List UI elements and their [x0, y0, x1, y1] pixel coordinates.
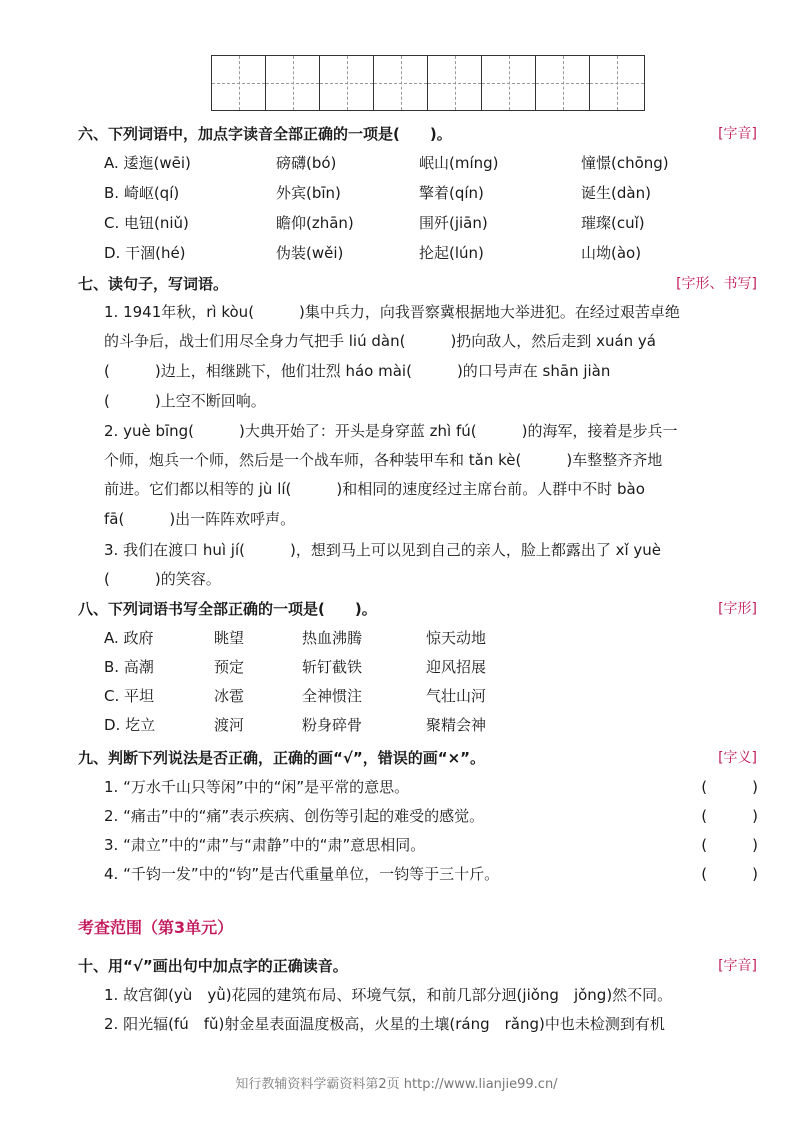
- section-7-title: 七、读句子，写词语。: [78, 275, 229, 293]
- grid-cell[interactable]: [212, 56, 266, 110]
- s7-text-line: ( )上空不断回响。: [104, 392, 266, 410]
- s6-option-word: 擎着(qín): [419, 184, 484, 202]
- s7-text-line: 1. 1941年秋，rì kòu( )集中兵力，向我晋察冀根据地大举进犯。在经过艰苦卓绝: [104, 303, 680, 321]
- s6-option-word: 憧憬(chōng): [581, 154, 669, 172]
- s9-statement: 4. “千钧一发”中的“钧”是古代重量单位，一钧等于三十斤。: [104, 865, 500, 883]
- s7-text-line: 的斗争后，战士们用尽全身力气把手 liú dàn( )扔向敌人，然后走到 xuán yá: [104, 332, 656, 350]
- s8-option-word: D. 圪立: [104, 716, 156, 734]
- s6-option-word: C. 电钮(niǔ): [104, 214, 189, 232]
- s8-option-word: 渡河: [214, 716, 245, 734]
- grid-cell[interactable]: [482, 56, 536, 110]
- s8-option-word: 热血沸腾: [302, 629, 363, 647]
- s6-option-word: B. 崎岖(qí): [104, 184, 180, 202]
- s6-option-word: D. 干涸(hé): [104, 244, 186, 262]
- s8-option-word: 预定: [214, 658, 245, 676]
- section-7-tag: [字形、书写]: [676, 276, 757, 292]
- s9-answer-blank[interactable]: ( ): [701, 836, 758, 854]
- s7-text-line: fā( )出一阵阵欢呼声。: [104, 510, 296, 528]
- s6-option-word: 围歼(jiān): [419, 214, 488, 232]
- s9-answer-blank[interactable]: ( ): [701, 865, 758, 883]
- s6-option-word: 璀璨(cuǐ): [581, 214, 645, 232]
- s6-option-word: 岷山(míng): [419, 154, 499, 172]
- s7-text-line: 前进。它们都以相等的 jù lí( )和相同的速度经过主席台前。人群中不时 bào: [104, 480, 645, 498]
- s8-option-word: 冰雹: [214, 687, 245, 705]
- s7-text-line: 个师，炮兵一个师，然后是一个战车师，各种装甲车和 tǎn kè( )车整整齐齐地: [104, 451, 663, 469]
- s10-text-line: 1. 故宫御(yù yǜ)花园的建筑布局、环境气氛，和前几部分迥(jiǒng jǒng)然不同。: [104, 986, 673, 1004]
- grid-cell[interactable]: [374, 56, 428, 110]
- s9-judge-item: [104, 776, 758, 797]
- s8-option-word: 全神惯注: [302, 687, 363, 705]
- s9-judge-item: [104, 834, 758, 855]
- s8-option-word: 迎风招展: [426, 658, 487, 676]
- s6-option-word: 外宾(bīn): [276, 184, 341, 202]
- s7-text-line: ( )边上，相继跳下，他们壮烈 háo mài( )的口号声在 shān jiàn: [104, 362, 611, 380]
- s9-statement: 2. “痛击”中的“痛”表示疾病、创伤等引起的难受的感觉。: [104, 807, 485, 825]
- s8-option-word: 斩钉截铁: [302, 658, 363, 676]
- s7-text-line: 3. 我们在渡口 huì jí( )，想到马上可以见到自己的亲人，脸上都露出了 xǐ yuè: [104, 541, 662, 559]
- s6-option-word: 抡起(lún): [419, 244, 484, 262]
- section-8-title: 八、下列词语书写全部正确的一项是( )。: [78, 600, 377, 618]
- grid-cell[interactable]: [536, 56, 590, 110]
- s8-option-word: 粉身碎骨: [302, 716, 363, 734]
- s9-statement: 3. “肃立”中的“肃”与“肃静”中的“肃”意思相同。: [104, 836, 426, 854]
- section-6-tag: [字音]: [718, 126, 757, 142]
- grid-cell[interactable]: [320, 56, 374, 110]
- s6-option-word: 山坳(ào): [581, 244, 642, 262]
- s6-option-word: 瞻仰(zhān): [276, 214, 354, 232]
- writing-grid: [211, 55, 645, 111]
- grid-cell[interactable]: [590, 56, 644, 110]
- s8-option-word: 气壮山河: [426, 687, 487, 705]
- s9-judge-item: [104, 805, 758, 826]
- s9-statement: 1. “万水千山只等闲”中的“闲”是平常的意思。: [104, 778, 410, 796]
- s6-option-word: A. 逶迤(wēi): [104, 154, 191, 172]
- grid-cell[interactable]: [428, 56, 482, 110]
- section-8-tag: [字形]: [718, 601, 757, 617]
- s6-option-word: 磅礴(bó): [276, 154, 337, 172]
- section-10-title: 十、用“√”画出句中加点字的正确读音。: [78, 957, 348, 975]
- section-10-tag: [字音]: [718, 958, 757, 974]
- s9-answer-blank[interactable]: ( ): [701, 778, 758, 796]
- s8-option-word: C. 平坦: [104, 687, 155, 705]
- s8-option-word: 眺望: [214, 629, 245, 647]
- s8-option-word: 惊天动地: [426, 629, 487, 647]
- s8-option-word: 聚精会神: [426, 716, 487, 734]
- s6-option-word: 诞生(dàn): [581, 184, 651, 202]
- grid-cell[interactable]: [266, 56, 320, 110]
- section-9-tag: [字义]: [718, 750, 757, 766]
- section-6-title: 六、下列词语中，加点字读音全部正确的一项是( )。: [78, 125, 452, 143]
- unit-scope-heading: 考查范围（第3单元）: [78, 918, 234, 937]
- s8-option-word: A. 政府: [104, 629, 154, 647]
- page-footer: 知行教辅资料学霸资料第2页 http://www.lianjie99.cn/: [235, 1077, 558, 1092]
- s10-text-line: 2. 阳光辐(fú fǔ)射金星表面温度极高，火星的土壤(ráng rǎng)中也未检测到有机: [104, 1015, 665, 1033]
- s9-answer-blank[interactable]: ( ): [701, 807, 758, 825]
- s7-text-line: 2. yuè bīng( )大典开始了：开头是身穿蓝 zhì fú( )的海军，接着是步兵一: [104, 422, 678, 440]
- s9-judge-item: [104, 863, 758, 884]
- section-9-title: 九、判断下列说法是否正确，正确的画“√”，错误的画“×”。: [78, 749, 486, 767]
- s7-text-line: ( )的笑容。: [104, 570, 221, 588]
- s6-option-word: 伪装(wěi): [276, 244, 344, 262]
- s8-option-word: B. 高潮: [104, 658, 154, 676]
